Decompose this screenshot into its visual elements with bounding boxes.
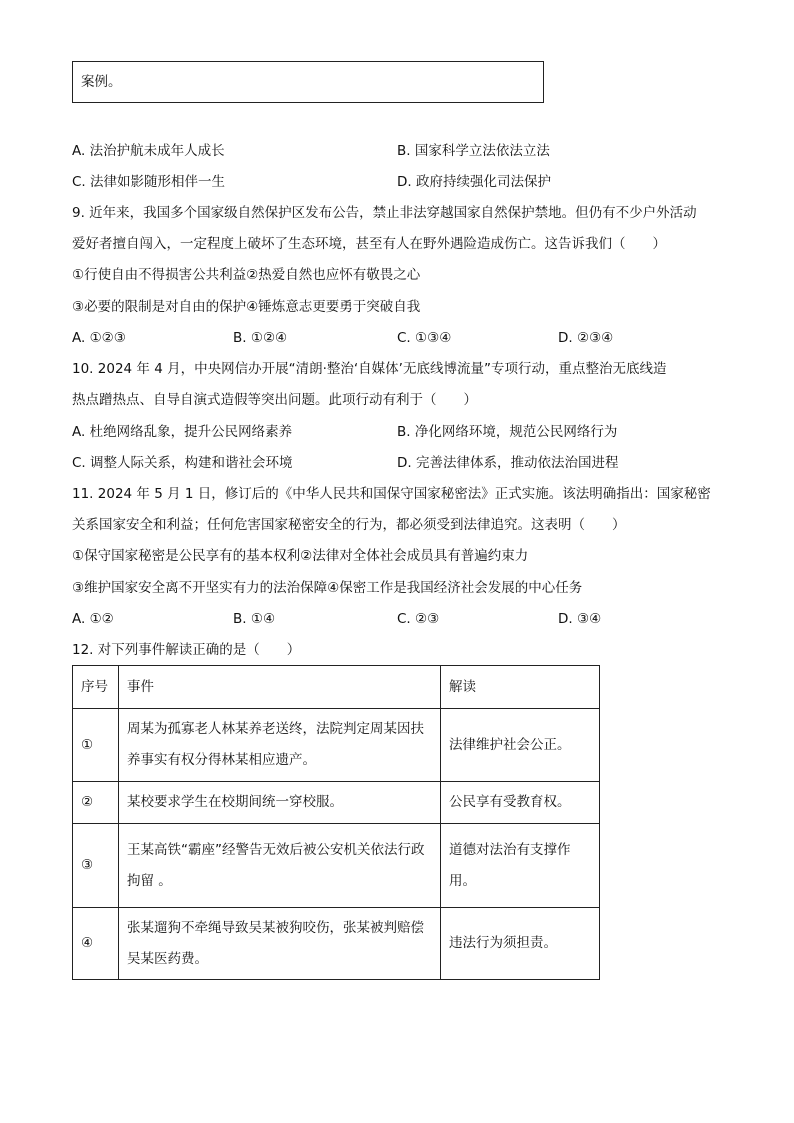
q9-option-b: B. ①②④ xyxy=(233,330,288,346)
row-number: ① xyxy=(73,709,119,782)
q12-table xyxy=(72,665,600,980)
q11-stem-line2: 关系国家安全和利益；任何危害国家秘密安全的行为，都必须受到法律追究。这表明（ ） xyxy=(72,517,626,533)
table-row xyxy=(73,824,600,908)
q9-option-c: C. ①③④ xyxy=(397,330,452,346)
q11-option-b: B. ①④ xyxy=(233,611,276,627)
q11-option-d: D. ③④ xyxy=(558,611,602,627)
q11-stem-line1: 11. 2024 年 5 月 1 日，修订后的《中华人民共和国保守国家秘密法》正式实施。该法明确指出：国家秘密 xyxy=(72,486,711,502)
q10-stem-line2: 热点蹭热点、自导自演式造假等突出问题。此项行动有利于（ ） xyxy=(72,392,477,408)
row-number: ③ xyxy=(73,824,119,908)
row-reading: 违法行为须担责。 xyxy=(441,908,600,980)
row-event: 张某遛狗不牵绳导致吴某被狗咬伤，张某被判赔偿吴某医药费。 xyxy=(119,908,441,980)
table-row xyxy=(73,709,600,782)
header-reading: 解读 xyxy=(441,666,600,709)
row-event: 周某为孤寡老人林某养老送终，法院判定周某因扶养事实有权分得林某相应遗产。 xyxy=(119,709,441,782)
header-number: 序号 xyxy=(73,666,119,709)
case-box-text: 案例。 xyxy=(81,74,122,90)
q12-stem: 12. 对下列事件解读正确的是（ ） xyxy=(72,642,301,658)
case-box xyxy=(72,61,544,103)
header-event: 事件 xyxy=(119,666,441,709)
q9-statements-2: ③必要的限制是对自由的保护④锤炼意志更要勇于突破自我 xyxy=(72,299,421,315)
table-row xyxy=(73,908,600,980)
row-reading: 法律维护社会公正。 xyxy=(441,709,600,782)
q11-option-a: A. ①② xyxy=(72,611,114,627)
table-header-row xyxy=(73,666,600,709)
q9-option-d: D. ②③④ xyxy=(558,330,614,346)
q8-option-b: B. 国家科学立法依法立法 xyxy=(397,143,550,159)
row-reading: 道德对法治有支撑作用。 xyxy=(441,824,600,908)
q8-option-a: A. 法治护航未成年人成长 xyxy=(72,143,225,159)
q8-option-d: D. 政府持续强化司法保护 xyxy=(397,174,551,190)
row-event: 某校要求学生在校期间统一穿校服。 xyxy=(119,782,441,824)
q9-stem-line1: 9. 近年来，我国多个国家级自然保护区发布公告，禁止非法穿越国家自然保护禁地。但仍有不少户外活动 xyxy=(72,205,697,221)
q10-option-a: A. 杜绝网络乱象，提升公民网络素养 xyxy=(72,424,293,440)
q11-statements-2: ③维护国家安全离不开坚实有力的法治保障④保密工作是我国经济社会发展的中心任务 xyxy=(72,580,583,596)
row-number: ④ xyxy=(73,908,119,980)
row-event: 王某高铁“霸座”经警告无效后被公安机关依法行政拘留 。 xyxy=(119,824,441,908)
q9-statements-1: ①行使自由不得损害公共利益②热爱自然也应怀有敬畏之心 xyxy=(72,267,421,283)
q9-stem-line2: 爱好者擅自闯入，一定程度上破坏了生态环境，甚至有人在野外遇险造成伤亡。这告诉我们（ ） xyxy=(72,236,666,252)
q10-option-d: D. 完善法律体系，推动依法治国进程 xyxy=(397,455,619,471)
q10-stem-line1: 10. 2024 年 4 月，中央网信办开展“清朗·整治‘自媒体’无底线博流量”专项行动，重点整治无底线造 xyxy=(72,361,667,377)
row-reading: 公民享有受教育权。 xyxy=(441,782,600,824)
q10-option-b: B. 净化网络环境，规范公民网络行为 xyxy=(397,424,618,440)
q9-option-a: A. ①②③ xyxy=(72,330,126,346)
q11-statements-1: ①保守国家秘密是公民享有的基本权利②法律对全体社会成员具有普遍约束力 xyxy=(72,548,529,564)
q8-option-c: C. 法律如影随形相伴一生 xyxy=(72,174,226,190)
row-number: ② xyxy=(73,782,119,824)
q10-option-c: C. 调整人际关系，构建和谐社会环境 xyxy=(72,455,293,471)
table-row xyxy=(73,782,600,824)
q11-option-c: C. ②③ xyxy=(397,611,440,627)
